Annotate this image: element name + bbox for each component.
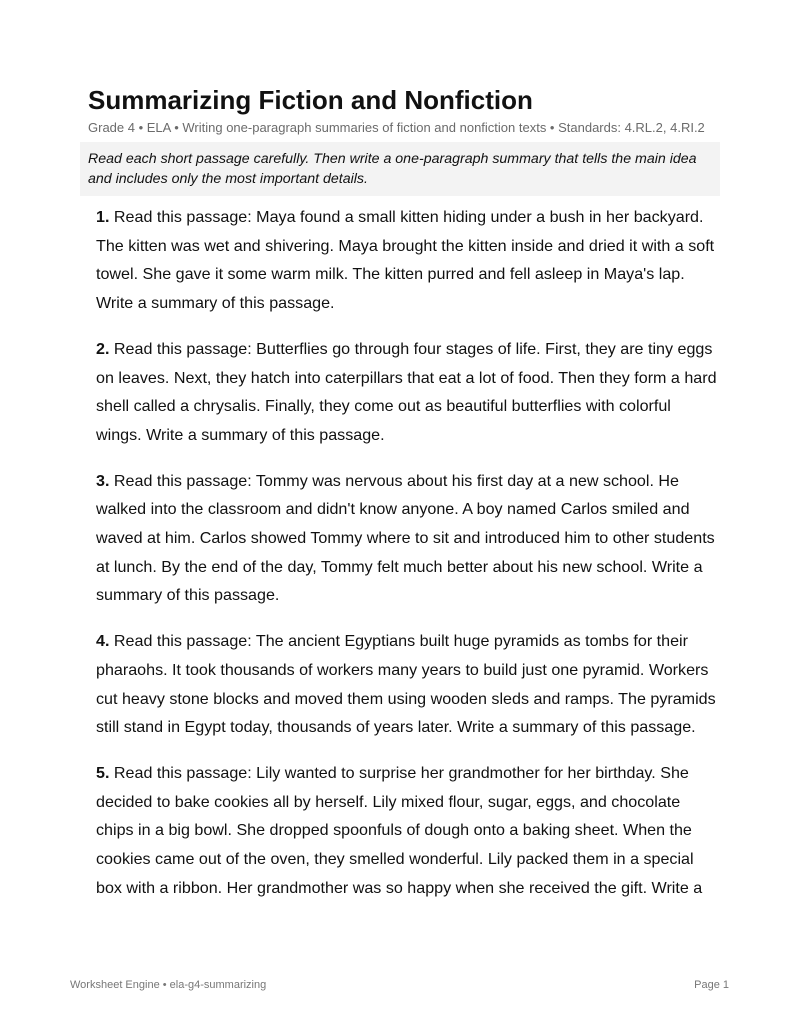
question-number: 2. bbox=[96, 339, 110, 358]
question-text: Read this passage: Lily wanted to surprise her grandmother for her birthday. She decided to bake cookies all by herself. Lily mixed flour, sugar, eggs, and chocolate chips in a big bowl. She dropped spoonfuls of dough onto a baking sheet. When the cookies came out of the oven, they smelled wonderful. Lily packed them in a special box with a ribbon. Her grandmother was so happy when she received the gift. Write a bbox=[96, 763, 703, 897]
worksheet-title: Summarizing Fiction and Nonfiction bbox=[88, 85, 533, 115]
question-text: Read this passage: Butterflies go through four stages of life. First, they are tiny eggs on leaves. Next, they hatch into caterpillars that eat a lot of food. Then they form a hard shell called a chrysalis. Finally, they come out as beautiful butterflies with colorful wings. Write a summary of this passage. bbox=[96, 339, 717, 444]
question-list bbox=[96, 203, 720, 938]
question-text: Read this passage: The ancient Egyptians built huge pyramids as tombs for their pharaohs. It took thousands of workers many years to build just one pyramid. Workers cut heavy stone blocks and moved them using wooden sleds and ramps. The pyramids still stand in Egypt today, thousands of years later. Write a summary of this passage. bbox=[96, 632, 716, 737]
footer-page-number: Page 1 bbox=[694, 979, 729, 991]
question-number: 3. bbox=[96, 471, 110, 490]
question-text: Read this passage: Maya found a small kitten hiding under a bush in her backyard. The kitten was wet and shivering. Maya brought the kitten inside and dried it with a soft towel. She gave it some warm milk. The kitten purred and fell asleep in Maya's lap. Write a summary of this passage. bbox=[96, 208, 715, 313]
question-text: Read this passage: Tommy was nervous about his first day at a new school. He walked into the classroom and didn't know anyone. A boy named Carlos smiled and waved at him. Carlos showed Tommy where to sit and introduced him to other students at lunch. By the end of the day, Tommy felt much better about his new school. Write a summary of this passage. bbox=[96, 471, 715, 605]
question-item bbox=[96, 759, 720, 903]
question-item bbox=[96, 335, 720, 450]
instructions-box: Read each short passage carefully. Then write a one-paragraph summary that tells the main idea and includes only the most important details. bbox=[80, 142, 720, 196]
question-item bbox=[96, 627, 720, 742]
question-item bbox=[96, 467, 720, 611]
worksheet-meta: Grade 4 • ELA • Writing one-paragraph summaries of fiction and nonfiction texts • Standards: 4.RL.2, 4.RI.2 bbox=[88, 120, 705, 135]
footer-source: Worksheet Engine • ela-g4-summarizing bbox=[70, 979, 267, 991]
question-number: 4. bbox=[96, 632, 110, 651]
question-item bbox=[96, 203, 720, 318]
question-number: 1. bbox=[96, 208, 110, 226]
question-number: 5. bbox=[96, 763, 110, 782]
